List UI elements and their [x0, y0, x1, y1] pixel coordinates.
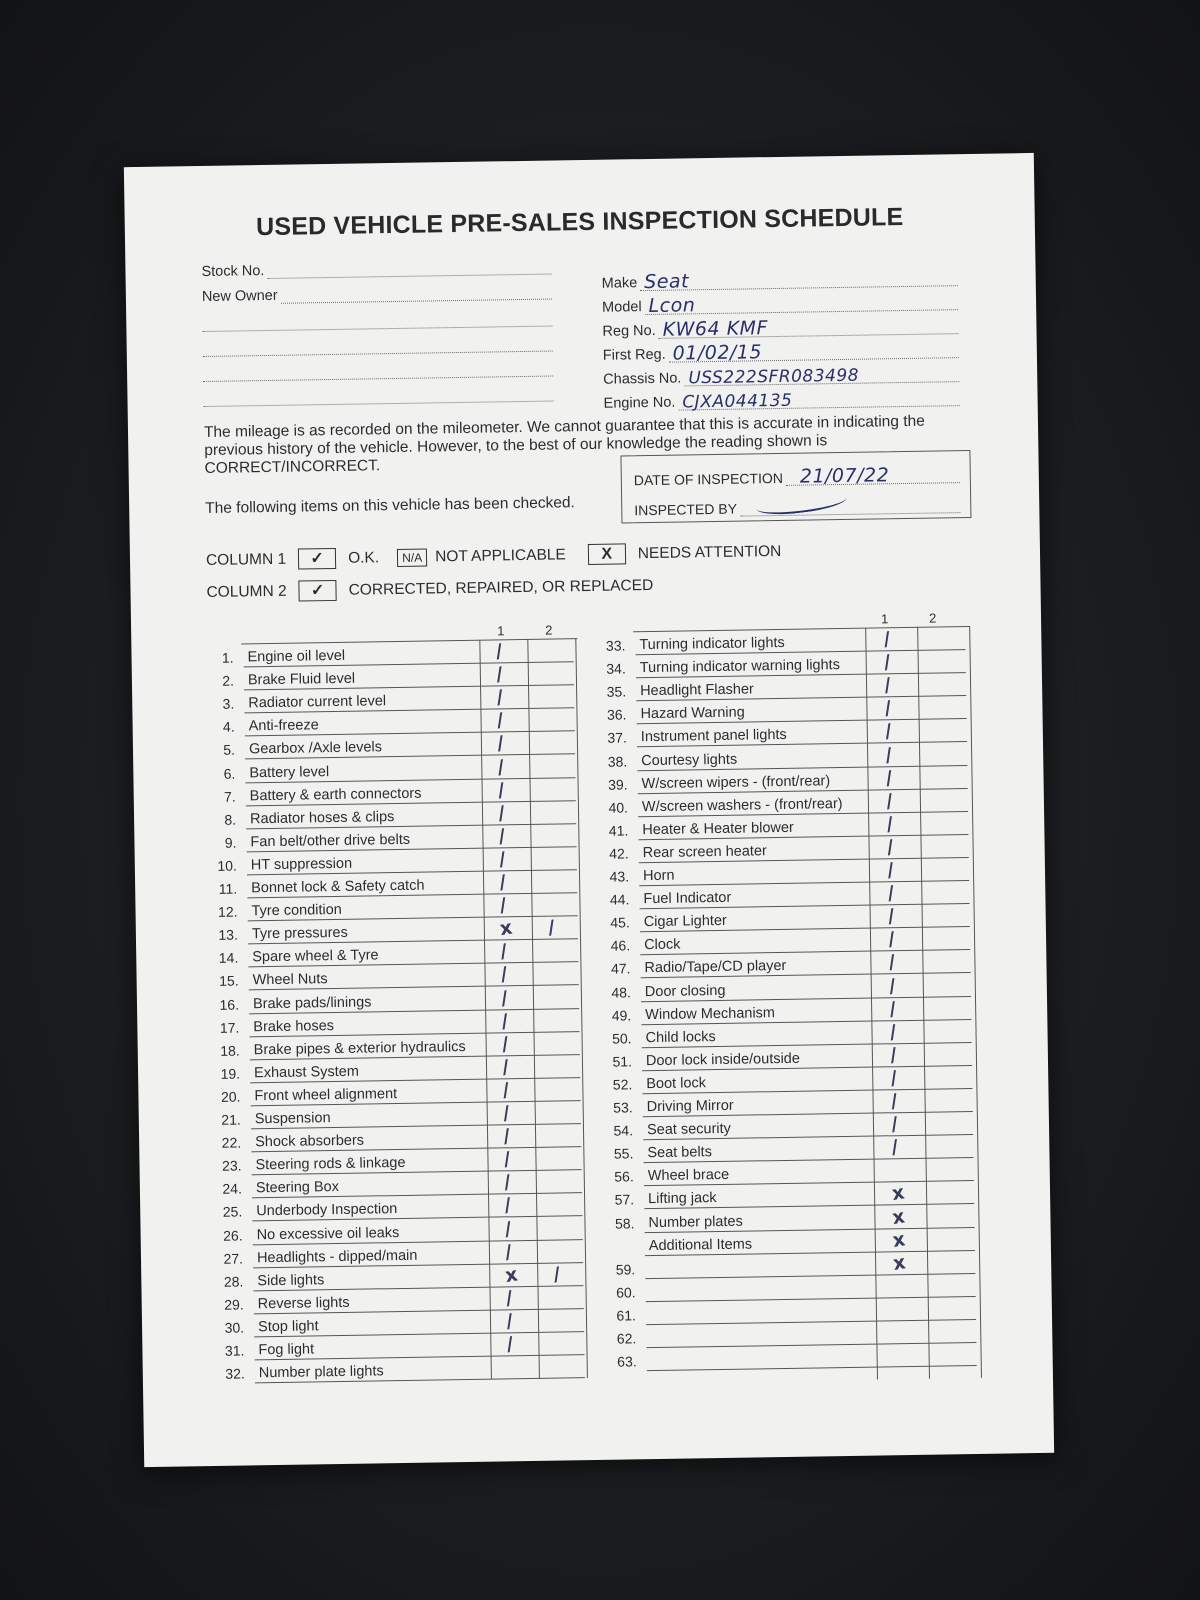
- item-label: HT suppression: [250, 855, 353, 874]
- column-1-mark[interactable]: /: [501, 1148, 513, 1171]
- item-number: 5.: [223, 741, 236, 759]
- item-label: Underbody Inspection: [256, 1201, 398, 1220]
- ok-label: O.K.: [347, 548, 380, 567]
- form-title: USED VEHICLE PRE-SALES INSPECTION SCHEDULE: [255, 202, 904, 242]
- item-label: Driving Mirror: [646, 1097, 734, 1116]
- item-label: Shock absorbers: [255, 1132, 365, 1151]
- item-label: Number plates: [648, 1213, 743, 1231]
- item-number: 59.: [615, 1261, 636, 1278]
- inspection-box: [620, 450, 971, 523]
- item-label: Window Mechanism: [645, 1004, 776, 1023]
- needs-attention-label: NEEDS ATTENTION: [637, 542, 782, 562]
- column-1-mark[interactable]: /: [884, 835, 896, 859]
- item-label: Headlight Flasher: [640, 681, 754, 700]
- item-label: Child locks: [645, 1028, 716, 1046]
- item-label: Clock: [644, 936, 681, 954]
- item-number: 57.: [614, 1191, 635, 1209]
- item-number: 62.: [616, 1330, 637, 1347]
- first-reg-label: First Reg.: [602, 346, 666, 364]
- item-label: Steering rods & linkage: [255, 1155, 406, 1174]
- date-of-inspection-field[interactable]: [634, 461, 960, 488]
- item-label: Hazard Warning: [640, 704, 745, 723]
- column-1-mark[interactable]: x: [890, 1204, 907, 1229]
- col-head-2: 2: [545, 622, 553, 638]
- legend-column-2: [206, 575, 653, 603]
- item-label: Headlights - dipped/main: [256, 1247, 418, 1266]
- item-label: Door closing: [644, 982, 726, 1000]
- inspection-sheet: [124, 153, 1054, 1467]
- column-1-mark[interactable]: /: [500, 1055, 511, 1079]
- column-1-mark[interactable]: /: [496, 778, 507, 802]
- engine-no-value: CJXA044135: [682, 390, 793, 413]
- item-label: Seat security: [646, 1120, 731, 1139]
- col-head-1: 1: [497, 623, 505, 639]
- item-number: 52.: [612, 1076, 633, 1093]
- item-number: 7.: [223, 788, 236, 805]
- column-1-mark[interactable]: /: [502, 1171, 513, 1195]
- item-number: 40.: [608, 799, 629, 816]
- item-label: Fog light: [258, 1341, 315, 1359]
- item-number: 12.: [217, 903, 238, 920]
- item-number: 44.: [609, 891, 630, 908]
- item-number: 48.: [611, 983, 631, 1001]
- column-1-mark[interactable]: /: [498, 963, 510, 987]
- item-label: Brake Fluid level: [247, 670, 356, 689]
- column-1-mark[interactable]: /: [502, 1217, 514, 1241]
- item-number: 34.: [606, 660, 626, 677]
- na-box: N/A: [397, 548, 427, 566]
- item-number: 33.: [605, 637, 626, 654]
- item-number: 39.: [608, 775, 628, 793]
- item-number: 27.: [223, 1250, 244, 1267]
- make-label: Make: [601, 275, 638, 292]
- item-number: 31.: [224, 1342, 245, 1359]
- item-label: Additional Items: [648, 1236, 753, 1254]
- chassis-no-value: USS222SFR083498: [688, 365, 860, 389]
- item-number: 41.: [608, 822, 629, 839]
- column-1-mark[interactable]: /: [503, 1240, 514, 1264]
- item-number: 58.: [614, 1214, 635, 1232]
- item-label: Side lights: [257, 1271, 325, 1289]
- not-applicable-label: NOT APPLICABLE: [435, 545, 566, 565]
- item-number: 17.: [219, 1019, 240, 1036]
- column-1-label: COLUMN 1: [205, 550, 287, 569]
- item-number: 45.: [610, 914, 630, 931]
- column-1-mark[interactable]: /: [497, 894, 509, 917]
- column-1-mark[interactable]: /: [889, 1136, 900, 1159]
- column-1-mark[interactable]: /: [499, 1009, 510, 1033]
- item-number: 28.: [223, 1273, 244, 1290]
- item-number: 56.: [614, 1168, 634, 1185]
- item-label: Tyre condition: [251, 901, 342, 920]
- item-number: 51.: [612, 1053, 633, 1070]
- item-number: 32.: [225, 1365, 245, 1382]
- item-label: W/screen wipers - (front/rear): [641, 772, 831, 792]
- column-1-mark[interactable]: x: [891, 1227, 907, 1252]
- item-label: Cigar Lighter: [643, 913, 727, 931]
- column-1-mark[interactable]: /: [500, 1032, 511, 1056]
- column-2-mark[interactable]: /: [551, 1262, 562, 1286]
- item-number: 42.: [609, 845, 629, 862]
- column-1-mark[interactable]: /: [496, 824, 508, 848]
- item-number: 11.: [218, 880, 238, 897]
- item-label: Radio/Tape/CD player: [644, 958, 787, 977]
- column-1-mark[interactable]: /: [883, 743, 894, 767]
- column-1-mark[interactable]: /: [498, 940, 509, 964]
- column-2-mark[interactable]: /: [546, 916, 557, 940]
- column-1-mark[interactable]: /: [501, 1125, 512, 1148]
- item-label: Boot lock: [646, 1075, 707, 1093]
- column-1-mark[interactable]: x: [498, 916, 514, 941]
- tick-box-icon: ✓: [298, 580, 336, 602]
- item-label: Wheel brace: [647, 1167, 730, 1185]
- corrected-label: CORRECTED, REPAIRED, OR REPLACED: [348, 576, 654, 599]
- item-number: 37.: [607, 729, 627, 747]
- item-number: 55.: [613, 1145, 634, 1162]
- col-head-1: 1: [880, 611, 889, 627]
- item-label: Tyre pressures: [251, 924, 348, 943]
- item-label: Fan belt/other drive belts: [250, 831, 411, 851]
- item-label: Bonnet lock & Safety catch: [251, 877, 425, 897]
- item-number: 36.: [606, 706, 627, 724]
- column-1-mark[interactable]: /: [499, 986, 510, 1010]
- item-number: 53.: [613, 1099, 633, 1116]
- legend-column-1: [206, 541, 782, 571]
- item-label: Turning indicator lights: [639, 634, 785, 654]
- column-1-mark[interactable]: /: [882, 674, 893, 697]
- item-number: 60.: [615, 1284, 636, 1301]
- item-label: Suspension: [254, 1110, 331, 1128]
- item-number: 22.: [221, 1134, 242, 1151]
- item-number: 10.: [217, 857, 237, 874]
- item-number: 50.: [611, 1030, 632, 1047]
- column-1-mark[interactable]: /: [496, 801, 507, 825]
- item-number: 38.: [607, 752, 628, 770]
- item-number: 20.: [220, 1088, 241, 1105]
- item-number: 6.: [223, 765, 236, 782]
- item-number: 46.: [610, 937, 631, 954]
- item-number: 9.: [224, 834, 237, 851]
- column-1-mark[interactable]: /: [888, 1089, 900, 1113]
- column-1-mark[interactable]: /: [889, 1112, 900, 1136]
- item-label: Engine oil level: [247, 647, 346, 666]
- item-label: Brake pipes & exterior hydraulics: [253, 1038, 466, 1058]
- checklist-right: [599, 610, 983, 1386]
- reg-no-label: Reg No.: [602, 322, 656, 340]
- item-label: Turning indicator warning lights: [639, 657, 841, 677]
- mileage-statement: The mileage is as recorded on the mileometer. We cannot guarantee that this is accurate in indicating the previous history of the vehicle. However, to the best of our knowledge the reading shown is CORRECT/INCORRECT.: [203, 412, 925, 477]
- item-number: 30.: [224, 1319, 245, 1336]
- item-label: Radiator current level: [248, 693, 387, 712]
- model-value: Lcon: [648, 294, 696, 318]
- checklist-row[interactable]: [610, 1343, 982, 1372]
- column-1-mark[interactable]: /: [887, 974, 898, 998]
- engine-no-field[interactable]: [603, 384, 959, 412]
- item-number: 23.: [221, 1157, 242, 1174]
- column-1-mark[interactable]: /: [885, 858, 896, 882]
- chassis-no-label: Chassis No.: [603, 370, 682, 388]
- checklist-left: [207, 622, 591, 1388]
- item-number: 24.: [222, 1180, 243, 1198]
- column-1-mark[interactable]: /: [881, 627, 892, 651]
- column-1-mark[interactable]: /: [886, 928, 897, 951]
- owner-address-line-2[interactable]: [203, 350, 553, 357]
- date-label: DATE OF INSPECTION: [633, 469, 784, 489]
- item-label: Anti-freeze: [248, 717, 319, 735]
- item-label: Courtesy lights: [641, 751, 738, 769]
- item-label: Spare wheel & Tyre: [252, 947, 379, 966]
- reg-no-value: KW64 KMF: [662, 317, 769, 341]
- item-label: Wheel Nuts: [252, 971, 328, 989]
- item-label: W/screen washers - (front/rear): [641, 795, 843, 815]
- item-number: 15.: [219, 972, 239, 990]
- item-label: Front wheel alignment: [254, 1085, 398, 1105]
- item-label: Reverse lights: [257, 1294, 350, 1313]
- owner-address-line-4[interactable]: [204, 400, 554, 407]
- item-label: Seat belts: [647, 1144, 713, 1162]
- item-number: 47.: [610, 960, 631, 978]
- column-1-mark[interactable]: /: [500, 1078, 512, 1102]
- item-label: Lifting jack: [647, 1190, 717, 1208]
- signature: [755, 489, 847, 518]
- column-1-mark[interactable]: /: [504, 1332, 515, 1356]
- column-1-mark[interactable]: /: [884, 812, 895, 836]
- column-1-mark[interactable]: /: [882, 650, 893, 674]
- item-number: 13.: [218, 926, 239, 944]
- item-number: 16.: [219, 996, 240, 1013]
- row-rule: [647, 1365, 977, 1371]
- column-1-mark[interactable]: /: [494, 686, 505, 709]
- item-label: Battery level: [249, 763, 330, 781]
- item-label: Battery & earth connectors: [249, 785, 422, 804]
- column-1-mark[interactable]: /: [501, 1101, 512, 1125]
- column-1-mark[interactable]: /: [887, 997, 898, 1021]
- column-1-mark[interactable]: /: [504, 1309, 515, 1333]
- column-2-label: COLUMN 2: [206, 582, 287, 601]
- column-1-mark[interactable]: /: [882, 697, 894, 720]
- item-number: 35.: [606, 683, 627, 700]
- item-label: Stop light: [257, 1318, 319, 1336]
- first-reg-value: 01/02/15: [672, 341, 763, 365]
- item-number: 14.: [218, 949, 239, 967]
- item-number: 25.: [222, 1203, 243, 1221]
- item-label: Heater & Heater blower: [642, 819, 794, 838]
- item-number: 21.: [221, 1111, 241, 1128]
- item-label: No excessive oil leaks: [256, 1224, 400, 1243]
- item-number: 4.: [222, 718, 235, 736]
- item-number: 18.: [220, 1042, 240, 1059]
- column-1-mark[interactable]: /: [887, 1020, 899, 1044]
- item-number: 1.: [221, 649, 234, 666]
- item-label: Horn: [642, 867, 675, 885]
- checklist-row[interactable]: [219, 1355, 591, 1384]
- column-1-mark[interactable]: /: [494, 709, 506, 733]
- column-1-mark[interactable]: /: [883, 766, 895, 790]
- col-head-2: 2: [928, 610, 937, 626]
- checked-statement: The following items on this vehicle has been checked.: [205, 494, 575, 517]
- owner-address-line-3[interactable]: [203, 375, 553, 382]
- column-1-mark[interactable]: /: [885, 881, 896, 905]
- new-owner-label: New Owner: [201, 287, 278, 306]
- owner-address-line-1[interactable]: [202, 325, 552, 332]
- column-1-mark[interactable]: /: [888, 1043, 899, 1067]
- stock-no-label: Stock No.: [201, 263, 265, 281]
- column-1-mark[interactable]: /: [497, 847, 508, 871]
- item-number: 3.: [222, 695, 235, 712]
- item-number: 2.: [222, 672, 235, 689]
- item-number: 63.: [617, 1353, 637, 1370]
- item-number: 26.: [223, 1226, 243, 1244]
- item-label: Brake hoses: [253, 1017, 335, 1035]
- column-1-mark[interactable]: /: [888, 1066, 899, 1090]
- item-number: 8.: [224, 811, 237, 828]
- column-1-mark[interactable]: x: [890, 1181, 906, 1206]
- inspected-by-field[interactable]: [634, 491, 960, 518]
- stock-no-line: [267, 252, 551, 279]
- item-number: 43.: [609, 868, 630, 885]
- item-label: Number plate lights: [258, 1363, 384, 1382]
- item-label: Door lock inside/outside: [645, 1050, 801, 1069]
- item-label: Instrument panel lights: [640, 727, 787, 746]
- column-1-mark[interactable]: /: [494, 663, 505, 686]
- column-1-mark[interactable]: /: [495, 732, 506, 756]
- column-1-mark[interactable]: /: [886, 951, 898, 975]
- date-value: 21/07/22: [799, 464, 890, 488]
- new-owner-field[interactable]: [202, 278, 552, 305]
- item-label: Fuel Indicator: [643, 889, 732, 908]
- column-1-mark[interactable]: /: [884, 789, 895, 813]
- item-label: Radiator hoses & clips: [249, 808, 395, 828]
- column-1-mark[interactable]: /: [497, 870, 508, 894]
- column-1-mark[interactable]: /: [493, 639, 505, 663]
- model-label: Model: [601, 299, 642, 316]
- column-1-mark[interactable]: x: [891, 1251, 908, 1275]
- cross-box-icon: X: [588, 543, 626, 565]
- item-number: 54.: [613, 1122, 634, 1139]
- item-label: Exhaust System: [253, 1063, 359, 1082]
- column-1-mark[interactable]: /: [495, 755, 506, 779]
- item-number: 29.: [224, 1296, 244, 1313]
- item-label: Steering Box: [255, 1179, 340, 1197]
- column-1-mark[interactable]: /: [886, 905, 897, 928]
- inspected-by-label: INSPECTED BY: [634, 500, 738, 519]
- stock-no-field[interactable]: [201, 253, 551, 280]
- column-1-mark[interactable]: /: [502, 1194, 513, 1218]
- engine-no-label: Engine No.: [603, 394, 676, 412]
- item-number: 49.: [611, 1006, 632, 1024]
- column-1-mark[interactable]: x: [503, 1263, 520, 1287]
- item-label: Rear screen heater: [642, 843, 767, 862]
- tick-box-icon: ✓: [298, 548, 336, 570]
- item-number: 61.: [616, 1307, 637, 1324]
- column-1-mark[interactable]: /: [883, 720, 894, 744]
- item-label: Gearbox /Axle levels: [248, 739, 383, 758]
- make-value: Seat: [644, 270, 690, 294]
- item-number: 19.: [220, 1065, 241, 1082]
- new-owner-line: [280, 277, 552, 304]
- column-1-mark[interactable]: /: [503, 1286, 515, 1310]
- item-label: Brake pads/linings: [252, 993, 372, 1012]
